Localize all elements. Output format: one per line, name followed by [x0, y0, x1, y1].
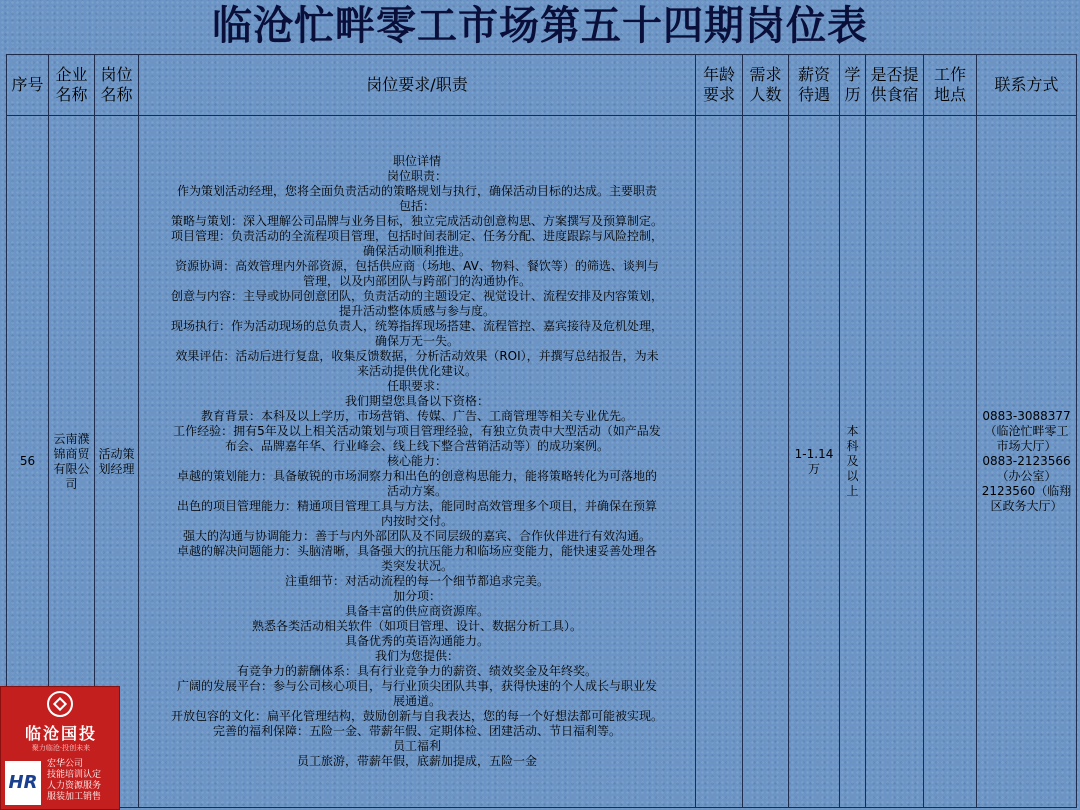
job-table	[6, 54, 1077, 808]
duty-line: 具备丰富的供应商资源库。	[344, 604, 489, 618]
cell-education-text: 本 科 及 以 上	[846, 424, 859, 498]
header-company	[49, 55, 95, 116]
page-title: 临沧忙畔零工市场第五十四期岗位表	[212, 3, 868, 49]
header-education-text: 学 历	[844, 65, 861, 104]
header-position-text: 岗位 名称	[100, 65, 133, 104]
duty-line: 岗位职责：	[386, 169, 447, 183]
logo-services	[47, 759, 119, 803]
header-location-text: 工作 地点	[933, 65, 966, 104]
cell-duties	[139, 116, 696, 808]
duty-line: 我们为您提供：	[374, 649, 459, 663]
duty-line: 有竞争力的薪酬体系：具有行业竞争力的薪资、绩效奖金及年终奖。	[236, 664, 597, 678]
logo-line: 技能培训认定	[47, 770, 102, 780]
header-meals-text: 是否提 供食宿	[870, 65, 919, 104]
cell-index: 56	[7, 116, 49, 808]
duty-line: 创意与内容：主导或协同创意团队，负责活动的主题设定、视觉设计、流程安排及内容策划，	[170, 289, 663, 303]
duty-line: 注重细节：对活动流程的每一个细节都追求完美。	[284, 574, 549, 588]
duty-line: 提升活动整体质感与参与度。	[338, 304, 495, 318]
duty-line: 核心能力：	[386, 454, 447, 468]
duty-line: 布会、品牌嘉年华、行业峰会、线上线下整合营销活动等）的成功案例。	[224, 439, 609, 453]
seal-icon	[47, 691, 73, 717]
duty-line: 强大的沟通与协调能力：善于与内外部团队及不同层级的嘉宾、合作伙伴进行有效沟通。	[182, 529, 651, 543]
duty-line: 具备优秀的英语沟通能力。	[344, 634, 489, 648]
logo-name: 临沧国投	[24, 724, 97, 743]
duty-line: 确保万无一失。	[374, 334, 459, 348]
logo-slogan: 聚力临沧·投创未来	[31, 744, 91, 752]
duty-line: 活动方案。	[386, 484, 447, 498]
duty-line: 员工福利	[392, 739, 441, 753]
duty-line: 效果评估：活动后进行复盘，收集反馈数据，分析活动效果（ROI），并撰写总结报告，为未	[175, 349, 659, 363]
hr-logo-icon: HR	[5, 761, 41, 805]
company-logo	[0, 686, 120, 810]
duty-line: 管理，以及内部团队与跨部门的沟通协作。	[302, 274, 531, 288]
header-salary-text: 薪资 待遇	[797, 65, 830, 104]
cell-location	[924, 116, 977, 808]
header-headcount-text: 需求 人数	[749, 65, 782, 104]
cell-contact	[977, 116, 1077, 808]
header-salary	[789, 55, 840, 116]
duty-line: 类突发状况。	[380, 559, 453, 573]
duty-line: 职位详情	[392, 154, 441, 168]
header-age-text: 年龄 要求	[702, 65, 735, 104]
header-age	[696, 55, 743, 116]
table-row	[7, 116, 1077, 808]
cell-contact-text: 0883-3088377 （临沧忙畔零工 市场大厅） 0883-2123566 （办公室） 2123560（临翔 区政务大厅）	[981, 409, 1072, 513]
duty-line: 熟悉各类活动相关软件（如项目管理、设计、数据分析工具）。	[251, 619, 582, 633]
logo-line: 服装加工销售	[47, 792, 102, 802]
duty-line: 我们期望您具备以下资格：	[344, 394, 489, 408]
duty-line: 开放包容的文化：扁平化管理结构，鼓励创新与自我表达，您的每一个好想法都可能被实现。	[170, 709, 663, 723]
cell-salary-text: 1-1.14 万	[794, 446, 834, 476]
header-position	[95, 55, 139, 116]
logo-line: 人力资源服务	[47, 781, 102, 791]
duty-line: 作为策划活动经理，您将全面负责活动的策略规划与执行，确保活动目标的达成。主要职责	[176, 184, 657, 198]
duty-line: 教育背景：本科及以上学历，市场营销、传媒、广告、工商管理等相关专业优先。	[200, 409, 633, 423]
duty-line: 内按时交付。	[380, 514, 453, 528]
table-header-row	[7, 55, 1077, 116]
duty-line: 任职要求：	[386, 379, 447, 393]
cell-age	[696, 116, 743, 808]
duty-line: 加分项：	[392, 589, 441, 603]
cell-position-text: 活动策 划经理	[98, 446, 135, 476]
cell-meals	[866, 116, 924, 808]
duty-line: 广阔的发展平台：参与公司核心项目，与行业顶尖团队共事，获得快速的个人成长与职业发	[176, 679, 657, 693]
header-location	[924, 55, 977, 116]
duty-line: 包括：	[398, 199, 435, 213]
header-contact: 联系方式	[977, 55, 1077, 116]
header-duties: 岗位要求/职责	[139, 55, 696, 116]
duty-line: 完善的福利保障：五险一金、带薪年假、定期体检、团建活动、节日福利等。	[212, 724, 621, 738]
header-index: 序号	[7, 55, 49, 116]
duty-line: 来活动提供优化建议。	[356, 364, 477, 378]
logo-line: 宏华公司	[47, 759, 84, 769]
header-company-text: 企业 名称	[55, 65, 88, 104]
duty-line: 资源协调：高效管理内外部资源，包括供应商（场地、AV、物料、餐饮等）的筛选、谈判与	[175, 259, 659, 273]
header-education	[840, 55, 866, 116]
cell-salary	[789, 116, 840, 808]
duty-line: 现场执行：作为活动现场的总负责人，统筹指挥现场搭建、流程管控、嘉宾接待及危机处理，	[170, 319, 663, 333]
duty-line: 确保活动顺利推进。	[362, 244, 471, 258]
duty-line: 卓越的策划能力：具备敏锐的市场洞察力和出色的创意构思能力，能将策略转化为可落地的	[176, 469, 657, 483]
duty-line: 工作经验：拥有5年及以上相关活动策划与项目管理经验，有独立负责中大型活动（如产品发	[173, 424, 661, 438]
cell-company-text: 云南濮 锦商贸 有限公 司	[53, 431, 90, 491]
cell-education	[840, 116, 866, 808]
header-headcount	[743, 55, 789, 116]
duty-line: 项目管理：负责活动的全流程项目管理，包括时间表制定、任务分配、进度跟踪与风险控制，	[170, 229, 663, 243]
duty-line: 策略与策划：深入理解公司品牌与业务目标，独立完成活动创意构思、方案撰写及预算制定。	[170, 214, 663, 228]
duty-line: 员工旅游，带薪年假，底薪加提成，五险一金	[296, 754, 537, 768]
header-meals	[866, 55, 924, 116]
duty-line: 展通道。	[392, 694, 441, 708]
duty-line: 出色的项目管理能力：精通项目管理工具与方法，能同时高效管理多个项目，并确保在预算	[176, 499, 657, 513]
duties-text	[139, 154, 695, 769]
cell-headcount	[743, 116, 789, 808]
duty-line: 卓越的解决问题能力：头脑清晰，具备强大的抗压能力和临场应变能力，能快速妥善处理各	[176, 544, 657, 558]
